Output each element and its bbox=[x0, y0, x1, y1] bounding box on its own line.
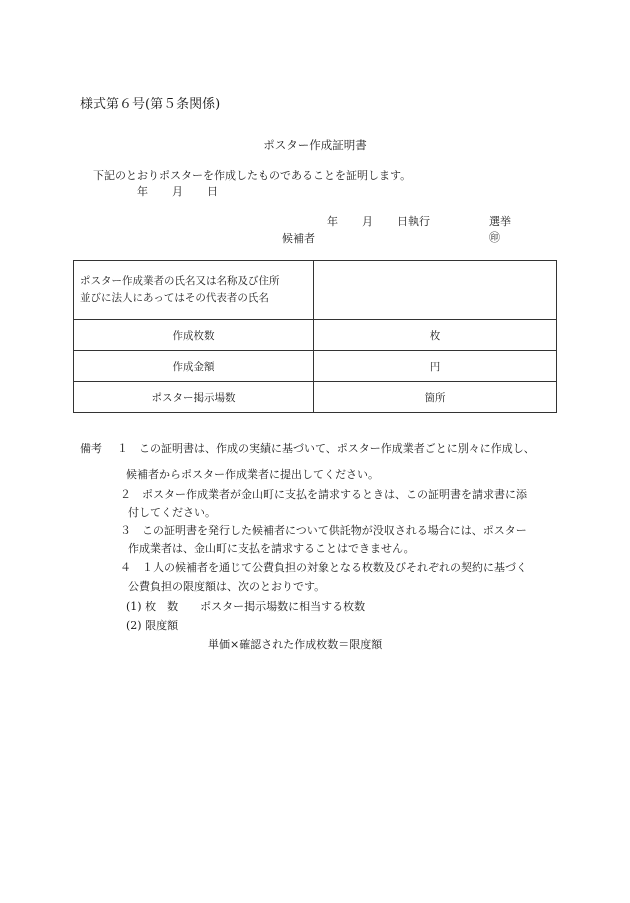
candidate-label: 候補者 bbox=[282, 232, 315, 245]
date-day: 日 bbox=[207, 185, 218, 198]
note-2-cont: 付してください。 bbox=[128, 506, 216, 519]
vendor-label-line2: 並びに法人にあってはその代表者の氏名 bbox=[80, 292, 269, 304]
note-3: ３ この証明書を発行した候補者について供託物が没収される場合には、ポスター bbox=[120, 524, 527, 537]
date-month: 月 bbox=[172, 185, 183, 198]
table-row bbox=[74, 320, 557, 351]
table-row bbox=[74, 351, 557, 382]
amount-unit: 円 bbox=[314, 351, 557, 382]
note-4-cont: 公費負担の限度額は、次のとおりです。 bbox=[128, 580, 326, 593]
date-year: 年 bbox=[137, 185, 148, 198]
vendor-label bbox=[74, 261, 314, 320]
exec-day: 日執行 bbox=[397, 215, 430, 228]
issue-date bbox=[137, 186, 218, 197]
limit-formula: 単価×確認された作成枚数＝限度額 bbox=[208, 638, 383, 651]
table-row bbox=[74, 261, 557, 320]
vendor-value bbox=[314, 261, 557, 320]
vendor-label-line1: ポスター作成業者の氏名又は名称及び住所 bbox=[80, 275, 280, 287]
table-row bbox=[74, 382, 557, 413]
count-label: 作成枚数 bbox=[74, 320, 314, 351]
note-3-cont: 作成業者は、金山町に支払を請求することはできません。 bbox=[128, 542, 415, 555]
exec-month: 月 bbox=[362, 215, 373, 228]
board-count-label: ポスター掲示場数 bbox=[74, 382, 314, 413]
exec-year: 年 bbox=[327, 215, 338, 228]
note-1-cont: 候補者からポスター作成業者に提出してください。 bbox=[126, 468, 379, 481]
notes-heading: 備考 bbox=[80, 442, 102, 455]
document-title: ポスター作成証明書 bbox=[263, 138, 367, 152]
note-4-item-2: (2) 限度額 bbox=[126, 619, 179, 632]
amount-label: 作成金額 bbox=[74, 351, 314, 382]
note-4: ４ １人の候補者を通じて公費負担の対象となる枚数及びそれぞれの契約に基づく bbox=[120, 561, 527, 574]
election-label: 選挙 bbox=[489, 215, 511, 228]
note-1: １ この証明書は、作成の実績に基づいて、ポスター作成業者ごとに別々に作成し、 bbox=[117, 442, 535, 455]
note-4-item-1: (1) 枚 数 ポスター掲示場数に相当する枚数 bbox=[126, 600, 366, 613]
certificate-table bbox=[73, 260, 557, 413]
note-2: ２ ポスター作成業者が金山町に支払を請求するときは、この証明書を請求書に添 bbox=[120, 488, 527, 501]
form-number: 様式第６号(第５条関係) bbox=[80, 97, 221, 112]
board-count-unit: 箇所 bbox=[314, 382, 557, 413]
seal-mark: ㊞ bbox=[489, 231, 500, 244]
statement-text: 下記のとおりポスターを作成したものであることを証明します。 bbox=[93, 169, 412, 182]
election-date bbox=[327, 216, 430, 227]
count-unit: 枚 bbox=[314, 320, 557, 351]
